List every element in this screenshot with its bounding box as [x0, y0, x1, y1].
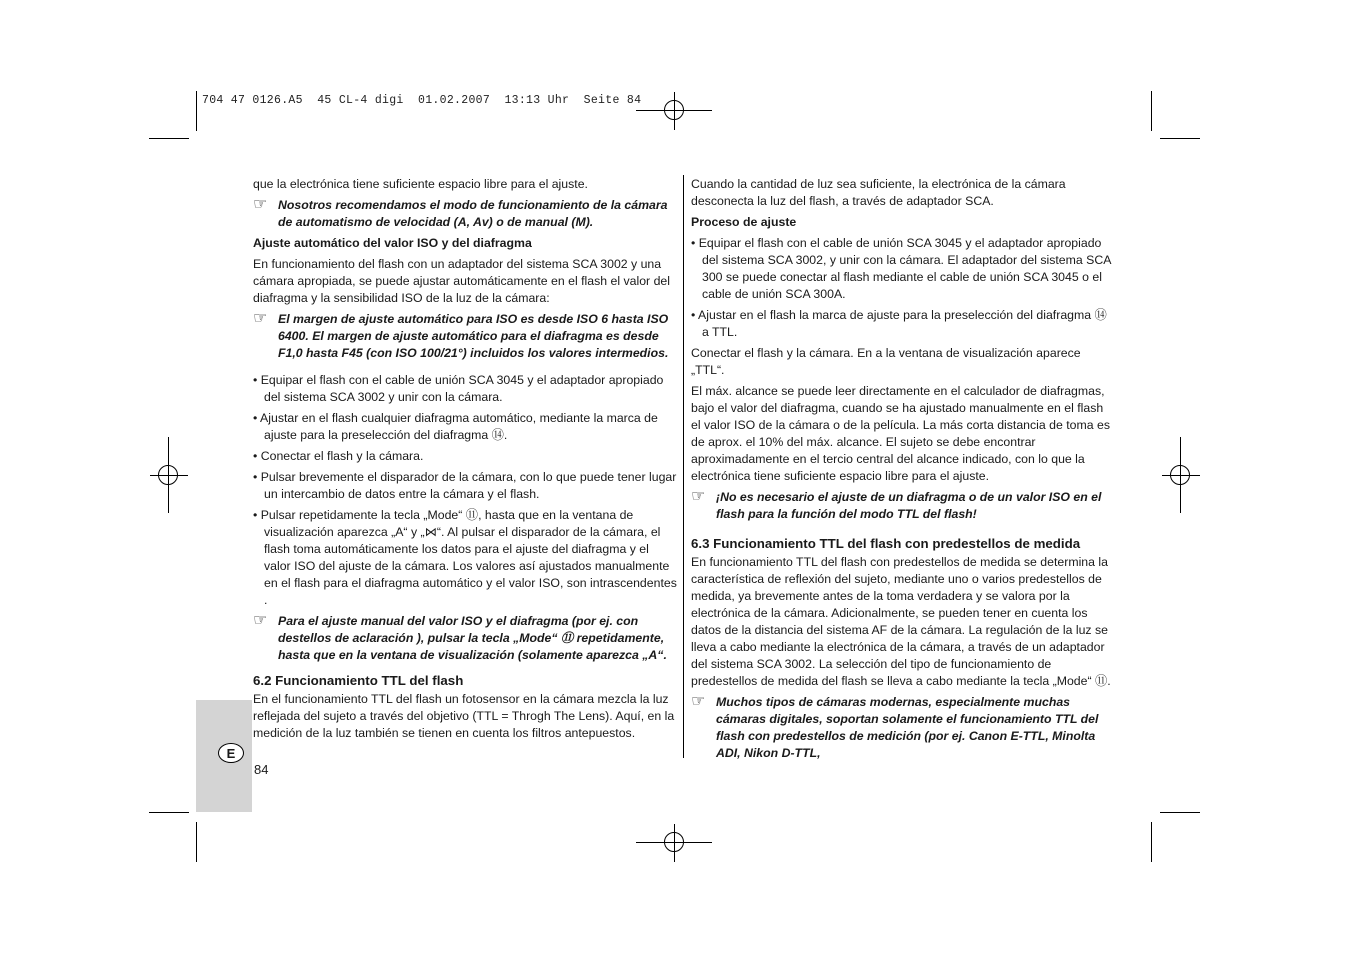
paragraph: Conectar el flash y la cámara. En a la ventana de visualización aparece „TTL“. [691, 346, 1081, 377]
paragraph: que la electrónica tiene suficiente espacio libre para el ajuste. [253, 177, 588, 191]
section-heading: 6.2 Funcionamiento TTL del flash [253, 673, 464, 688]
left-column [253, 176, 677, 746]
list-item: • Pulsar repetidamente la tecla „Mode“ ⑪, hasta que en la ventana de visualización aparezca „A“ y „⋈“. Al pulsar el disparador de la cámara, el flash toma automáticamente los datos para el ajuste del diafragma y el valor ISO del ajuste de la cámara. Los valores así ajustados manualmente en el flash para el diafragma automático y el valor ISO, son intrascendentes . [253, 508, 677, 607]
list-item: • Ajustar en el flash cualquier diafragma automático, mediante la marca de ajuste para la preselección del diafragma ⑭. [253, 411, 658, 442]
note: ☞ El margen de ajuste automático para ISO es desde ISO 6 hasta ISO 6400. El margen de ajuste automático para el diafragma es desde F1,0 hasta F45 (con ISO 100/21°) incluidos los valores intermedios. [253, 310, 669, 360]
note: ☞ Nosotros recomendamos el modo de funcionamiento de la cámara de automatismo de velocidad (A, Av) o de manual (M). [253, 196, 668, 229]
pointing-hand-icon: ☞ [691, 693, 706, 710]
column-divider [683, 175, 684, 758]
pointing-hand-icon: ☞ [253, 612, 268, 629]
note: ☞ Para el ajuste manual del valor ISO y el diafragma (por ej. con destellos de aclaración ), pulsar la tecla „Mode“ ⑪ repetidamente, hasta que en la ventana de visualización (solamente aparezca „A“. [253, 612, 667, 662]
list-item: • Ajustar en el flash la marca de ajuste para la preselección del diafragma ⑭ a TTL. [691, 308, 1107, 339]
right-column [691, 176, 1116, 766]
pointing-hand-icon: ☞ [253, 196, 268, 213]
pointing-hand-icon: ☞ [691, 488, 706, 505]
pointing-hand-icon: ☞ [253, 310, 268, 327]
page-number: 84 [254, 762, 269, 777]
list-item: • Conectar el flash y la cámara. [253, 449, 424, 463]
language-badge: E [218, 743, 244, 763]
list-item: • Pulsar brevemente el disparador de la cámara, con lo que puede tener lugar un intercambio de datos entre la cámara y el flash. [253, 470, 677, 501]
paragraph: Cuando la cantidad de luz sea suficiente, la electrónica de la cámara desconecta la luz del flash, a través de adaptador SCA. [691, 177, 1066, 208]
paragraph: El máx. alcance se puede leer directamente en el calculador de diafragmas, bajo el valor del diafragma, cuando se ha ajustado manualmente en el flash el valor ISO de la cámara o de la película. La más corta distancia de toma es de aprox. el 10% del máx. alcance. El sujeto se debe encontrar aproximadamente en el tercio central del alcance indicado, con lo que la electrónica tiene suficiente espacio libre para el ajuste. [691, 384, 1110, 483]
list-item: • Equipar el flash con el cable de unión SCA 3045 y el adaptador apropiado del sistema SCA 3002 y unir con la cámara. [253, 373, 664, 404]
paragraph: En funcionamiento TTL del flash con predestellos de medida se determina la característica de reflexión del sujeto, mediante uno o varios predestellos de medida, ya brevemente antes de la toma verdadera y se valora por la electrónica de la cámara. Adicionalmente, se pueden tener en cuenta los datos de la distancia del sistema AF de la cámara. La regulación de la luz se lleva a cabo mediante la electrónica de la cámara, a través de un adaptador del sistema SCA 3002. La selección del tipo de funcionamiento de predestellos de medida del flash se lleva a cabo mediante la tecla „Mode“ ⑪. [691, 555, 1111, 688]
paragraph: En el funcionamiento TTL del flash un fotosensor en la cámara mezcla la luz reflejada del sujeto a través del objetivo (TTL = Throgh The Lens). Aquí, en la medición de la luz también se tienen en cuenta los filtros antepuestos. [253, 692, 675, 740]
section-heading: 6.3 Funcionamiento TTL del flash con predestellos de medida [691, 536, 1081, 551]
subheading: Ajuste automático del valor ISO y del diafragma [253, 236, 532, 250]
note: ☞ Muchos tipos de cámaras modernas, especialmente muchas cámaras digitales, soportan solamente el funcionamiento TTL del flash con predestellos de medición (por ej. Canon E-TTL, Minolta ADI, Nikon D-TTL, [691, 693, 1099, 760]
print-header: 704 47 0126.A5 45 CL-4 digi 01.02.2007 13:13 Uhr Seite 84 [202, 94, 642, 107]
note: ☞ ¡No es necesario el ajuste de un diafragma o de un valor ISO en el flash para la función del modo TTL del flash! [691, 488, 1102, 521]
subheading: Proceso de ajuste [691, 215, 797, 229]
paragraph: En funcionamiento del flash con un adaptador del sistema SCA 3002 y una cámara apropiada, se puede ajustar automáticamente en el flash el valor del diafragma y la sensibilidad ISO de la luz de la cámara: [253, 257, 670, 305]
list-item: • Equipar el flash con el cable de unión SCA 3045 y el adaptador apropiado del sistema SCA 3002, y unir con la cámara. El adaptador del sistema SCA 300 se puede conectar al flash mediante el cable de unión SCA 3045 o el cable de unión SCA 300A. [691, 236, 1111, 301]
